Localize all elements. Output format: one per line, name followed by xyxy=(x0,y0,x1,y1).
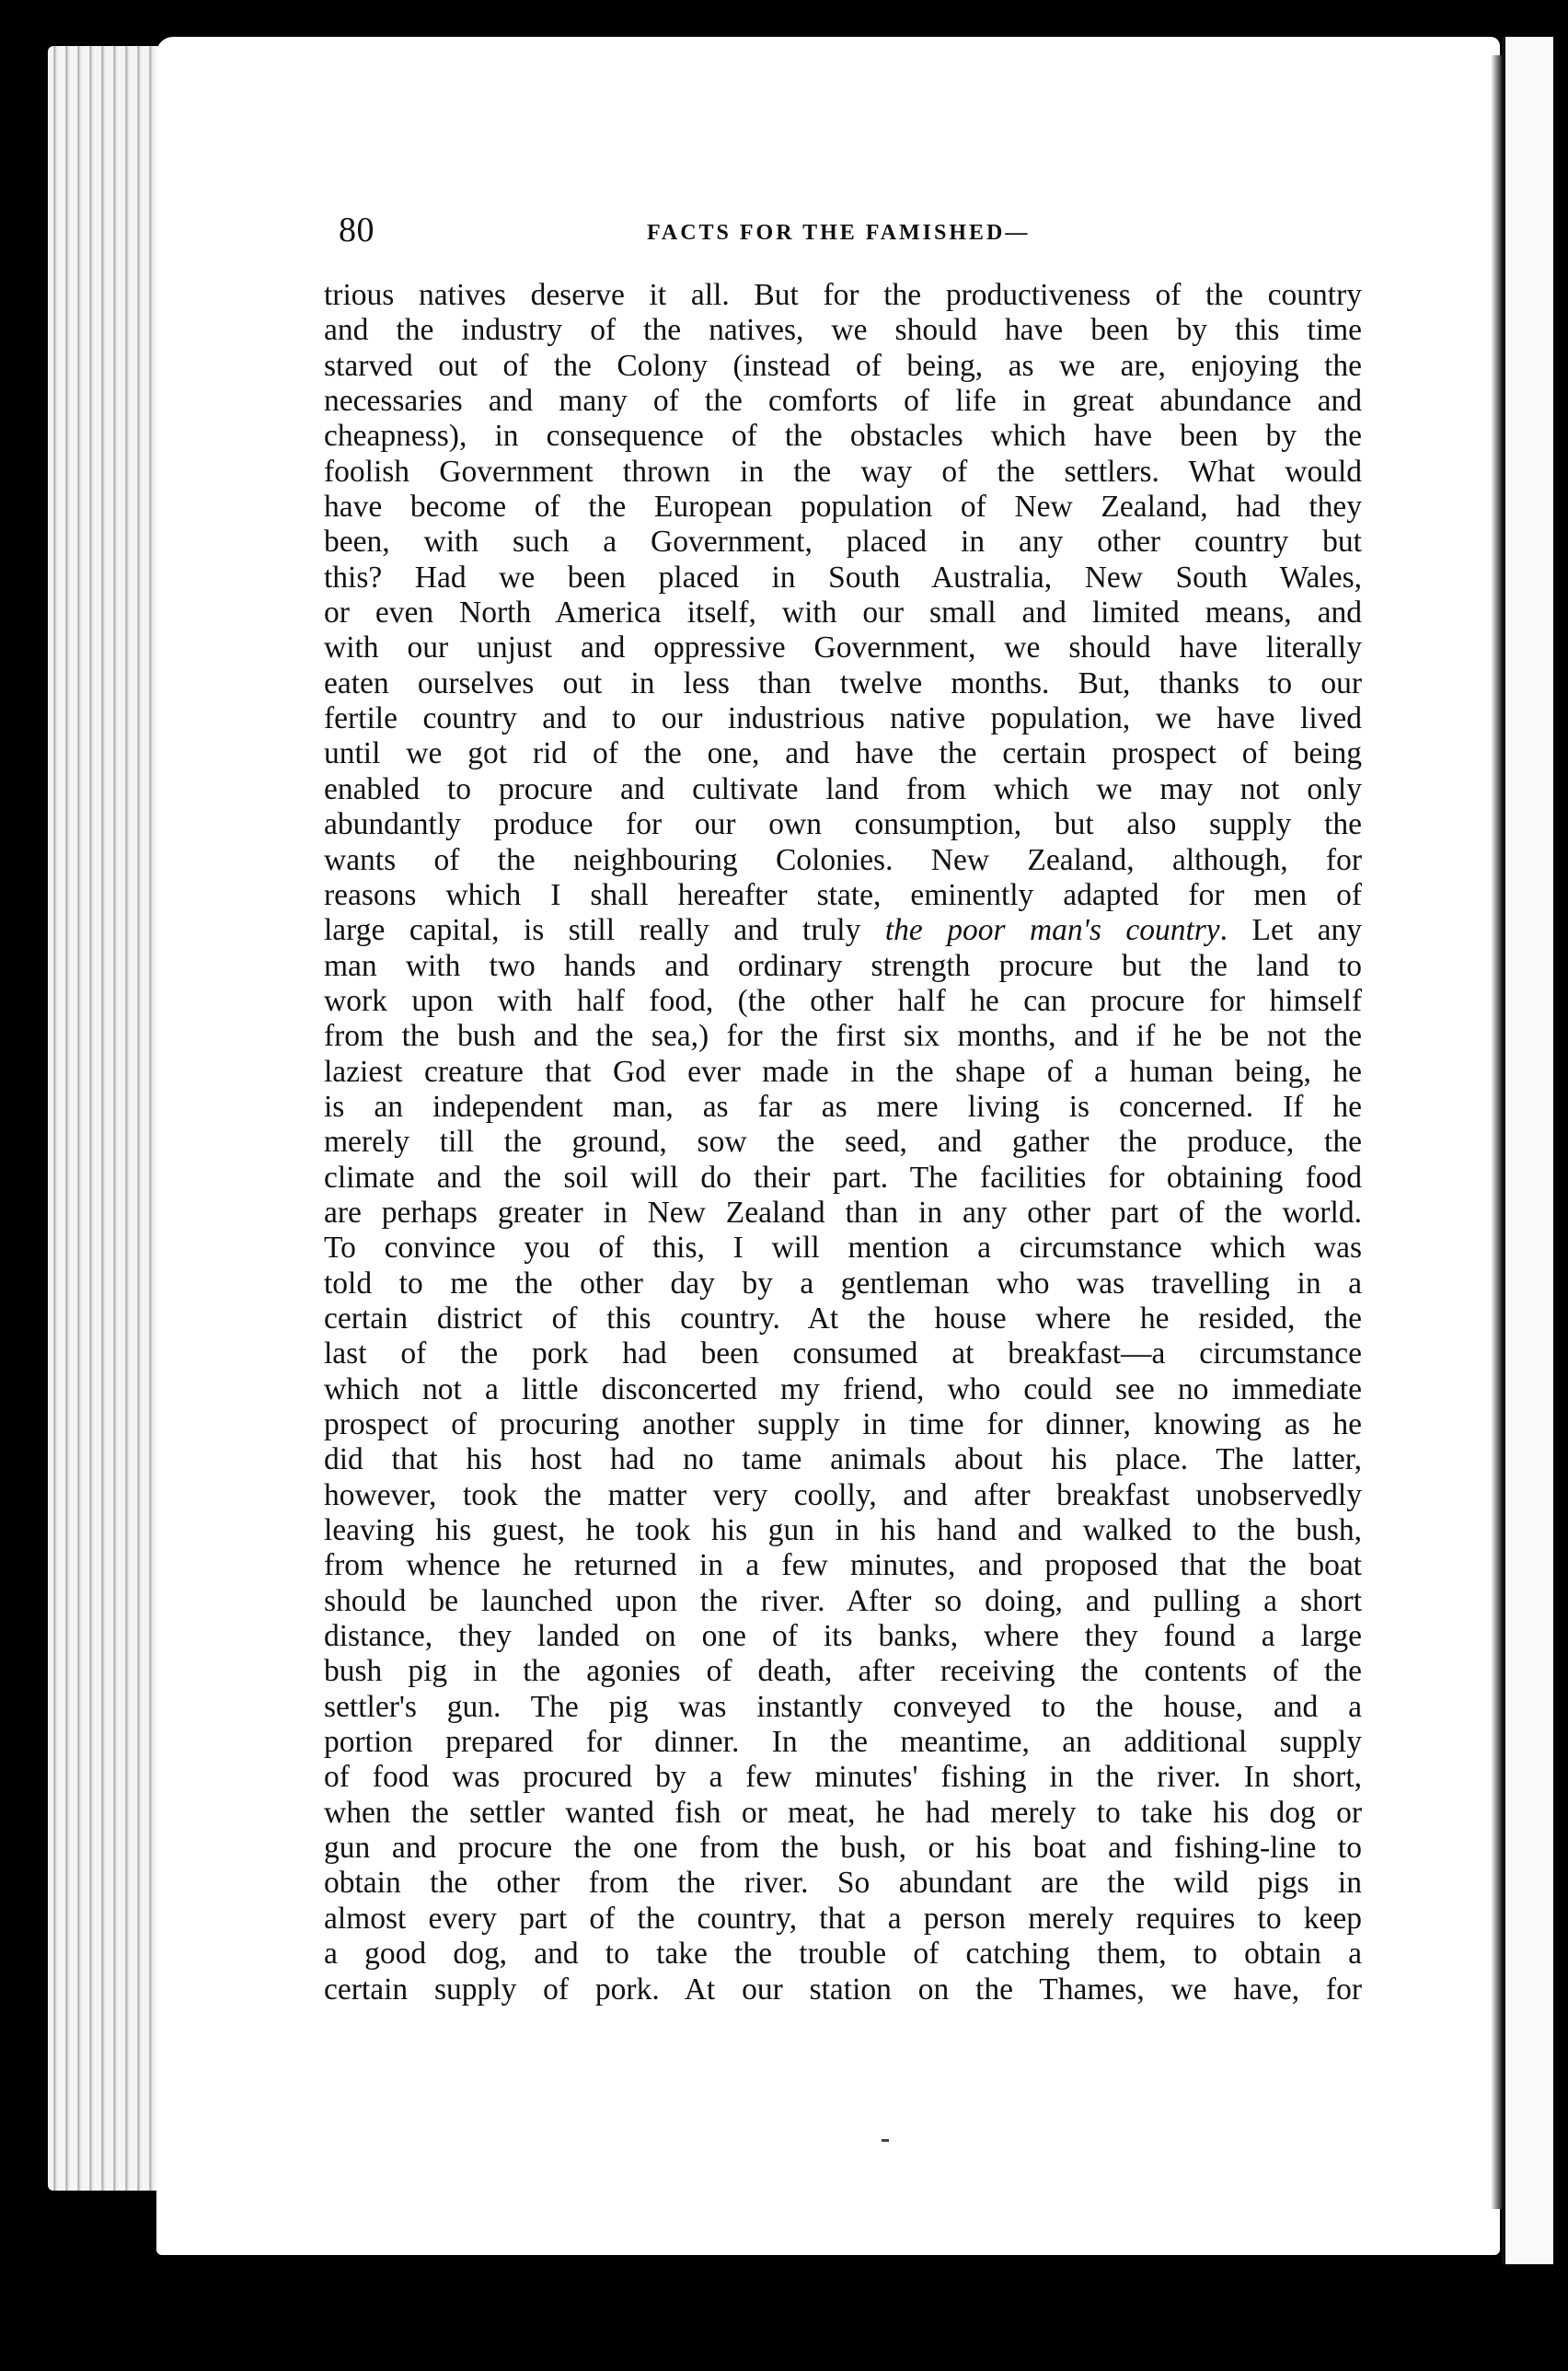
text-line: climate and the soil will do their part. The facilities for obtaining food xyxy=(324,1160,1362,1195)
page-number: 80 xyxy=(339,211,375,249)
text-line: did that his host had no tame animals about his place. The latter, xyxy=(324,1442,1362,1477)
text-line: merely till the ground, sow the seed, and gather the produce, the xyxy=(324,1125,1362,1160)
text-line: reasons which I shall hereafter state, eminently adapted for men of xyxy=(324,877,1362,912)
text-line: obtain the other from the river. So abundant are the wild pigs in xyxy=(324,1866,1362,1901)
page-stack-edge xyxy=(48,46,167,2191)
text-line: cheapness), in consequence of the obstacles which have been by the xyxy=(324,419,1362,454)
text-line: is an independent man, as far as mere living is concerned. If he xyxy=(324,1089,1362,1124)
text-line: this? Had we been placed in South Australia, New South Wales, xyxy=(324,560,1362,595)
page-header xyxy=(339,210,1360,254)
text-line: prospect of procuring another supply in time for dinner, knowing as he xyxy=(324,1407,1362,1441)
text-line: distance, they landed on one of its banks, where they found a large xyxy=(324,1619,1362,1654)
text-line: until we got rid of the one, and have the certain prospect of being xyxy=(324,736,1362,771)
text-line: portion prepared for dinner. In the meantime, an additional supply xyxy=(324,1725,1362,1760)
text-line: a good dog, and to take the trouble of catching them, to obtain a xyxy=(324,1937,1362,1972)
text-line: or even North America itself, with our small and limited means, and xyxy=(324,596,1362,630)
text-line: with our unjust and oppressive Government, we should have literally xyxy=(324,630,1362,665)
text-line: eaten ourselves out in less than twelve months. But, thanks to our xyxy=(324,665,1362,700)
facing-page-edge xyxy=(1502,37,1553,2264)
text-line: laziest creature that God ever made in the shape of a human being, he xyxy=(324,1054,1362,1089)
text-line: and the industry of the natives, we should have been by this time xyxy=(324,313,1362,348)
italic-phrase: the poor man's country xyxy=(884,913,1220,948)
text-line: certain district of this country. At the house where he resided, the xyxy=(324,1301,1362,1336)
text-line: have become of the European population of New Zealand, had they xyxy=(324,490,1362,525)
text-line: abundantly produce for our own consumption, but also supply the xyxy=(324,807,1362,842)
text-line: are perhaps greater in New Zealand than in any other part of the world. xyxy=(324,1195,1362,1230)
text-line: large capital, is still really and truly the poor man's country. Let any xyxy=(324,913,1362,948)
body-text xyxy=(324,278,1362,2007)
text-line: when the settler wanted fish or meat, he had merely to take his dog or xyxy=(324,1795,1362,1830)
text-line: starved out of the Colony (instead of being, as we are, enjoying the xyxy=(324,348,1362,383)
text-line: been, with such a Government, placed in any other country but xyxy=(324,525,1362,560)
text-line: certain supply of pork. At our station on the Thames, we have, for xyxy=(324,1972,1362,2007)
text-line: from the bush and the sea,) for the first six months, and if he be not the xyxy=(324,1019,1362,1054)
text-line: of food was procured by a few minutes' fishing in the river. In short, xyxy=(324,1760,1362,1795)
text-line: necessaries and many of the comforts of life in great abundance and xyxy=(324,384,1362,419)
text-line: gun and procure the one from the bush, or his boat and fishing-line to xyxy=(324,1831,1362,1866)
text-line: To convince you of this, I will mention a circumstance which was xyxy=(324,1231,1362,1266)
text-line: leaving his guest, he took his gun in his hand and walked to the bush, xyxy=(324,1513,1362,1548)
text-line: work upon with half food, (the other half he can procure for himself xyxy=(324,983,1362,1018)
text-line: however, took the matter very coolly, and after breakfast unobservedly xyxy=(324,1477,1362,1512)
text-line: last of the pork had been consumed at breakfast—a circumstance xyxy=(324,1336,1362,1371)
text-line: foolish Government thrown in the way of the settlers. What would xyxy=(324,454,1362,489)
text-line: should be launched upon the river. After so doing, and pulling a short xyxy=(324,1583,1362,1618)
text-line: fertile country and to our industrious native population, we have lived xyxy=(324,701,1362,736)
text-line: wants of the neighbouring Colonies. New Zealand, although, for xyxy=(324,842,1362,877)
scan-speck xyxy=(882,2139,889,2142)
running-head: FACTS FOR THE FAMISHED— xyxy=(647,221,1031,245)
text-line: almost every part of the country, that a person merely requires to keep xyxy=(324,1901,1362,1936)
text-line: trious natives deserve it all. But for the productiveness of the country xyxy=(324,278,1362,312)
text-line: told to me the other day by a gentleman who was travelling in a xyxy=(324,1266,1362,1301)
text-line: enabled to procure and cultivate land from which we may not only xyxy=(324,771,1362,806)
page-gutter-shadow xyxy=(1491,55,1502,2209)
text-line: bush pig in the agonies of death, after receiving the contents of the xyxy=(324,1654,1362,1689)
text-line: man with two hands and ordinary strength procure but the land to xyxy=(324,948,1362,983)
text-line: which not a little disconcerted my friend, who could see no immediate xyxy=(324,1371,1362,1406)
text-line: from whence he returned in a few minutes, and proposed that the boat xyxy=(324,1548,1362,1583)
text-line: settler's gun. The pig was instantly conveyed to the house, and a xyxy=(324,1689,1362,1724)
